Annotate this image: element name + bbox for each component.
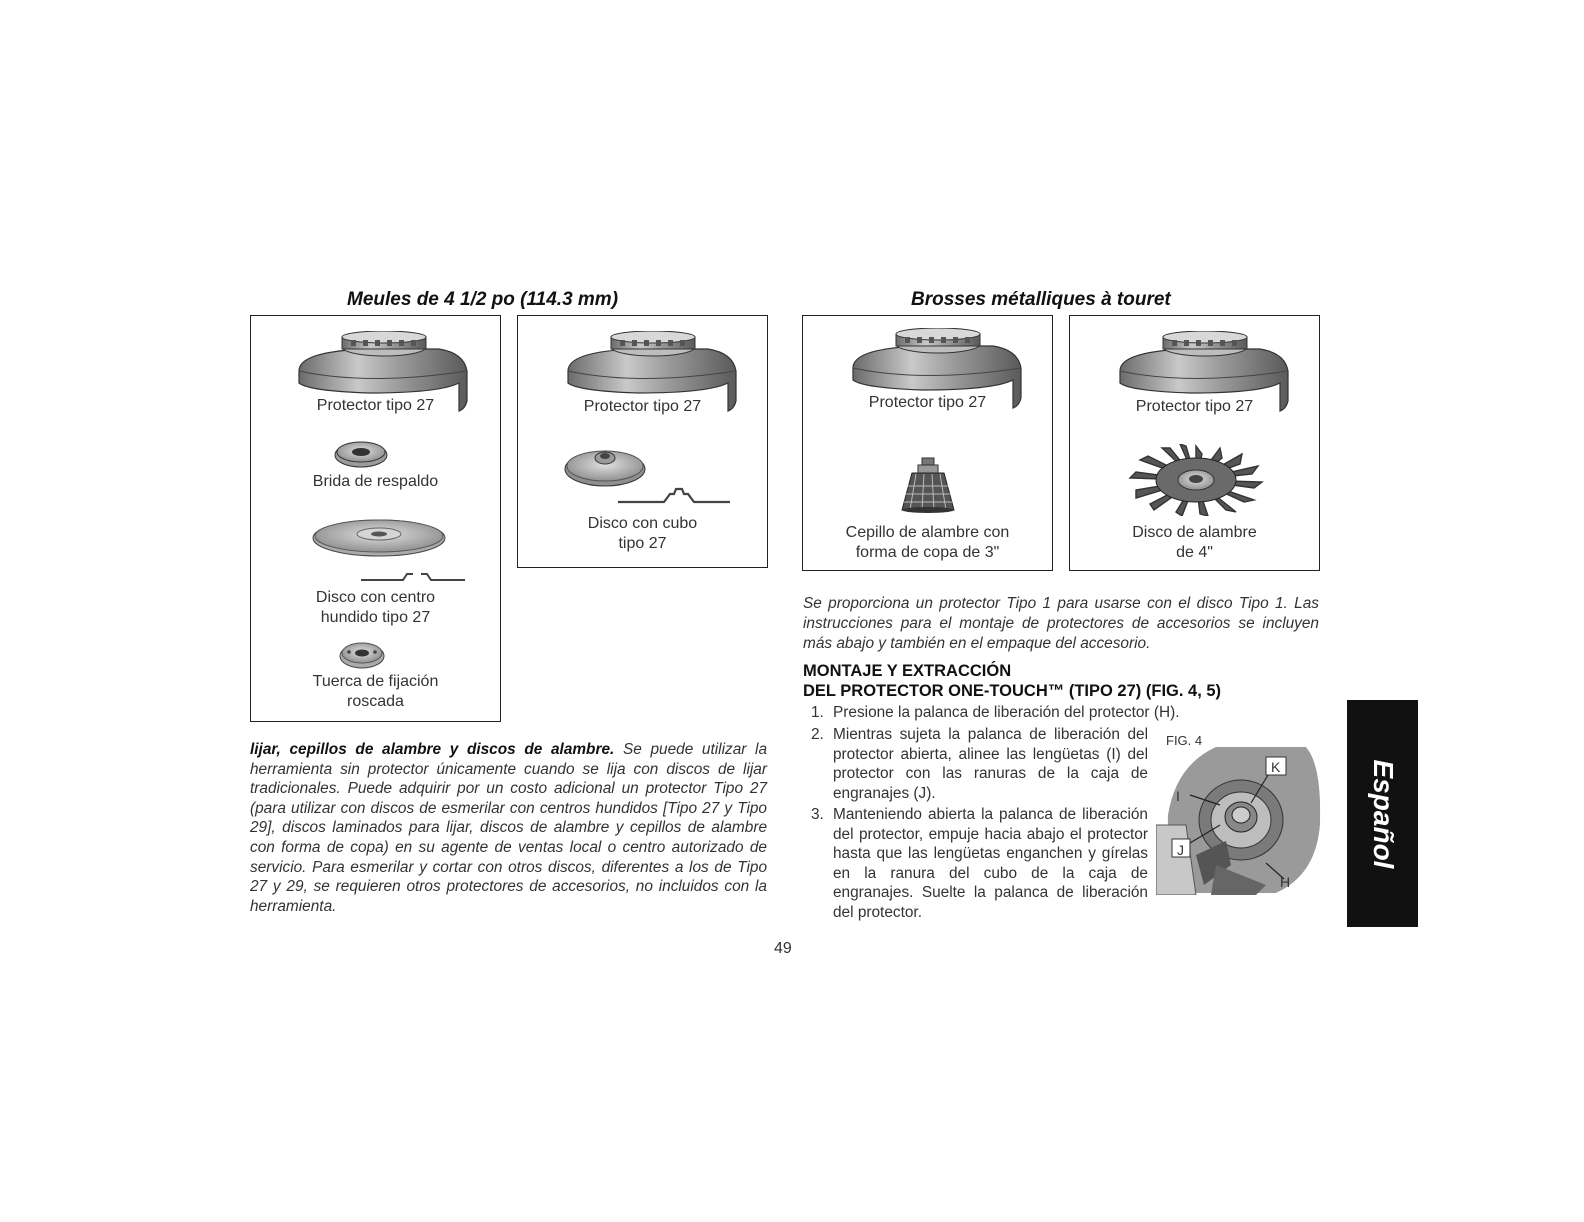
guard-kit-box-2 [517, 315, 768, 568]
guard-caption: Protector tipo 27 [1135, 398, 1254, 415]
hubbed-disc-profile-illustration [616, 486, 734, 508]
disc-caption-line1: Disco con cubo [587, 515, 698, 532]
guard-usage-paragraph [250, 740, 767, 916]
step-2 [811, 725, 1151, 805]
disc-profile-illustration [359, 570, 469, 584]
callout-h: H [1280, 874, 1291, 890]
threaded-lock-nut-illustration [337, 638, 387, 670]
nut-caption-line1: Tuerca de fijación [312, 673, 439, 690]
section-title-line1: MONTAJE Y EXTRACCIÓN [803, 662, 1012, 680]
figure-label: FIG. 4 [1166, 733, 1203, 748]
brush-caption-line2: forma de copa de 3" [855, 544, 1000, 561]
guard-caption: Protector tipo 27 [868, 394, 987, 411]
wheel-caption-line2: de 4" [1176, 544, 1213, 561]
wire-brush-box-1 [802, 315, 1053, 571]
step-number: 1. [811, 704, 824, 721]
language-tab-label: Español [1367, 759, 1399, 868]
callout-k: K [1271, 759, 1281, 775]
wheel-caption-line1: Disco de alambre [1132, 524, 1257, 541]
disc-caption-line1: Disco con centro [315, 589, 436, 606]
nut-caption-line2: roscada [347, 693, 404, 710]
type-1-guard-note: Se proporciona un protector Tipo 1 para usarse con el disco Tipo 1. Las instrucciones para el montaje de protectores de accesorios se incluyen más abajo y también en el empaque del accesorio. [803, 595, 1319, 652]
paragraph-body: Se puede utilizar la herramienta sin protector únicamente cuando se lija con discos de lijar tradicionales. Puede adquirir por un costo adicional un protector Tipo 27 (para utilizar con discos de esmerilar con centros hundidos [Tipo 27 y Tipo 29], discos laminados para lijar, discos de alambre y cepillos de alambre con forma de copa) en su agente de ventas local o centro autorizado de servicio. Para esmerilar y cortar con otros discos, diferentes a los de Tipo 27 y 29, se requieren otros protectores de accesorios, no incluidos con la herramienta. [250, 741, 768, 915]
disc-caption-line2: hundido tipo 27 [320, 609, 431, 626]
step-text: Manteniendo abierta la palanca de liberación del protector, empuje hacia abajo el protector hasta que las lengüetas enganchen y gírelas en la ranura del cubo de la caja de engranajes. Suelte la palanca de liberación del protector. [833, 806, 1148, 921]
left-heading: Meules de 4 1/2 po (114.3 mm) [347, 289, 619, 310]
guard-caption: Protector tipo 27 [583, 398, 702, 415]
backing-flange-illustration [331, 439, 391, 469]
guard-caption: Protector tipo 27 [316, 397, 435, 414]
wire-brush-box-2 [1069, 315, 1320, 571]
step-number: 3. [811, 806, 824, 823]
wire-cup-brush-illustration [898, 456, 958, 514]
disc-caption-line2: tipo 27 [618, 535, 667, 552]
flange-caption: Brida de respaldo [312, 473, 439, 490]
section-title-line2: DEL PROTECTOR ONE-TOUCH™ (TIPO 27) (FIG. 4, 5) [803, 682, 1222, 700]
right-heading: Brosses métalliques à touret [911, 289, 1171, 310]
brush-caption-line1: Cepillo de alambre con [845, 524, 1010, 541]
language-tab [1347, 700, 1418, 927]
paragraph-lead: lijar, cepillos de alambre y discos de alambre. [250, 741, 615, 758]
step-3 [811, 805, 1151, 925]
callout-j: J [1177, 842, 1184, 858]
guard-kit-box-1 [250, 315, 501, 722]
step-text: Mientras sujeta la palanca de liberación del protector abierta, alinee las lengüetas (I) del protector con las ranuras de la caja de engranajes (J). [833, 726, 1148, 802]
step-1 [811, 703, 1231, 723]
wire-wheel-illustration [1128, 444, 1264, 516]
step-number: 2. [811, 726, 824, 743]
guard-mounting-figure [1156, 745, 1322, 895]
page-number: 49 [774, 940, 792, 957]
hubbed-disc-illustration [562, 444, 648, 490]
step-text: Presione la palanca de liberación del protector (H). [833, 704, 1180, 721]
depressed-center-disc-illustration [309, 514, 449, 560]
callout-i: I [1176, 788, 1180, 804]
